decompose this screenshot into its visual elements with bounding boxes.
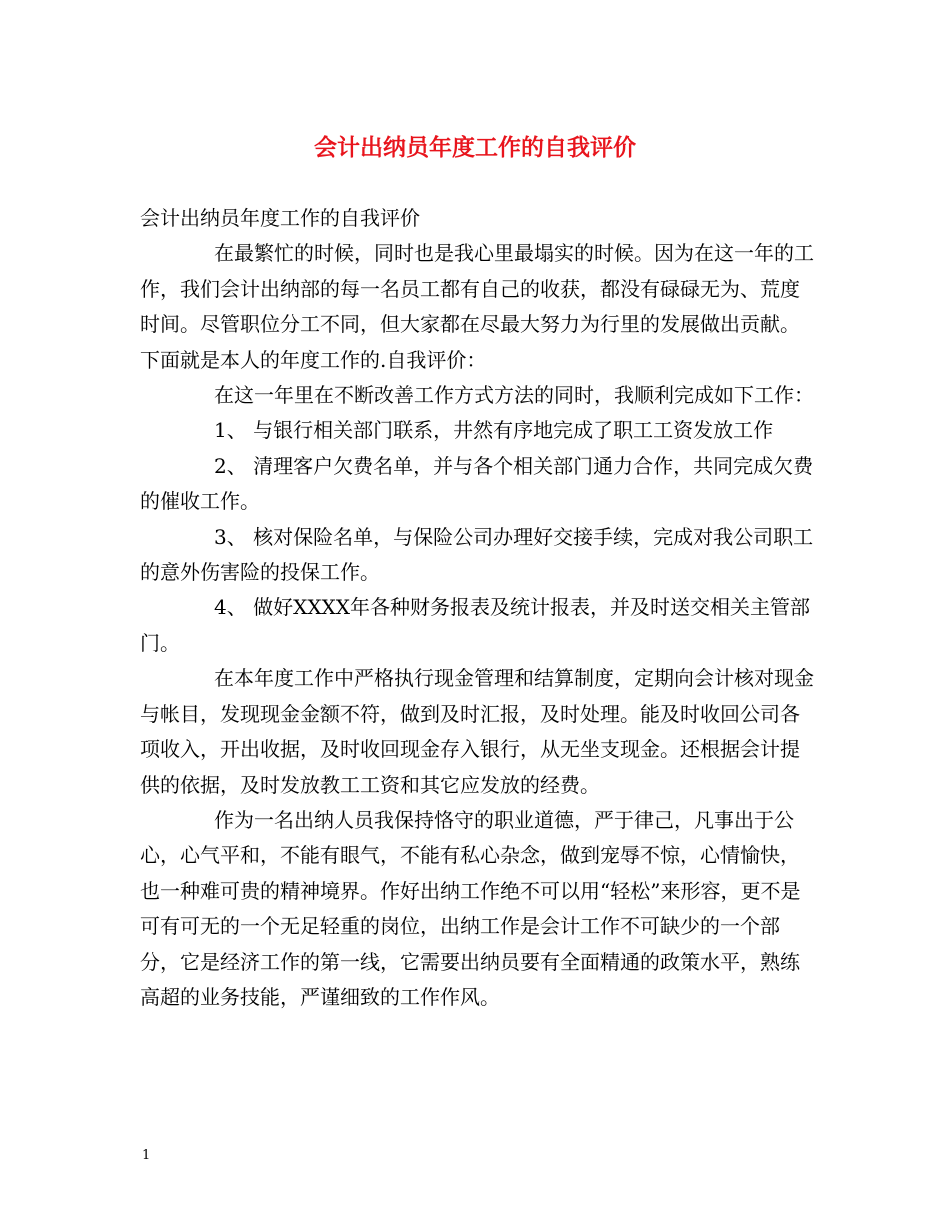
list-item-1: 1、 与银行相关部门联系，井然有序地完成了职工工资发放工作 (214, 418, 774, 443)
list-item-4: 4、 做好XXXX年各种财务报表及统计报表，并及时送交相关主管部门。 (140, 595, 811, 655)
paragraph-professional-ethics: 作为一名出纳人员我保持恪守的职业道德，严于律己，凡事出于公心，心气平和，不能有眼气，不能有私心杂念，做到宠辱不惊，心情愉快，也一种难可贵的精神境界。作好出纳工作绝不可以用“轻松”来形容，更不是可有可无的一个无足轻重的岗位，出纳工作是会计工作不可缺少的一个部分，它是经济工作的第一线，它需要出纳员要有全面精通的政策水平，熟练高超的业务技能，严谨细致的工作作风。 (140, 807, 801, 1009)
body-heading: 会计出纳员年度工作的自我评价 (140, 206, 420, 230)
document-body (140, 201, 816, 1015)
document-title: 会计出纳员年度工作的自我评价 (314, 134, 636, 161)
list-item-3: 3、 核对保险名单，与保险公司办理好交接手续，完成对我公司职工的意外伤害险的投保工作。 (140, 524, 814, 585)
paragraph-summary: 在这一年里在不断改善工作方式方法的同时，我顺利完成如下工作： (214, 383, 814, 408)
paragraph-cash-management: 在本年度工作中严格执行现金管理和结算制度，定期向会计核对现金与帐目，发现现金金额不符，做到及时汇报，及时处理。能及时收回公司各项收入，开出收据，及时收回现金存入银行，从无坐支现金。还根据会计提供的依据，及时发放教工工资和其它应发放的经费。 (140, 666, 814, 797)
paragraph-intro: 在最繁忙的时候，同时也是我心里最塌实的时候。因为在这一年的工作，我们会计出纳部的每一名员工都有自己的收获，都没有碌碌无为、荒度时间。尽管职位分工不同，但大家都在尽最大努力为行里的发展做出贡献。下面就是本人的年度工作的.自我评价： (140, 241, 814, 372)
list-item-2: 2、 清理客户欠费名单，并与各个相关部门通力合作，共同完成欠费的催收工作。 (140, 453, 814, 514)
page-number: 1 (142, 1148, 151, 1163)
